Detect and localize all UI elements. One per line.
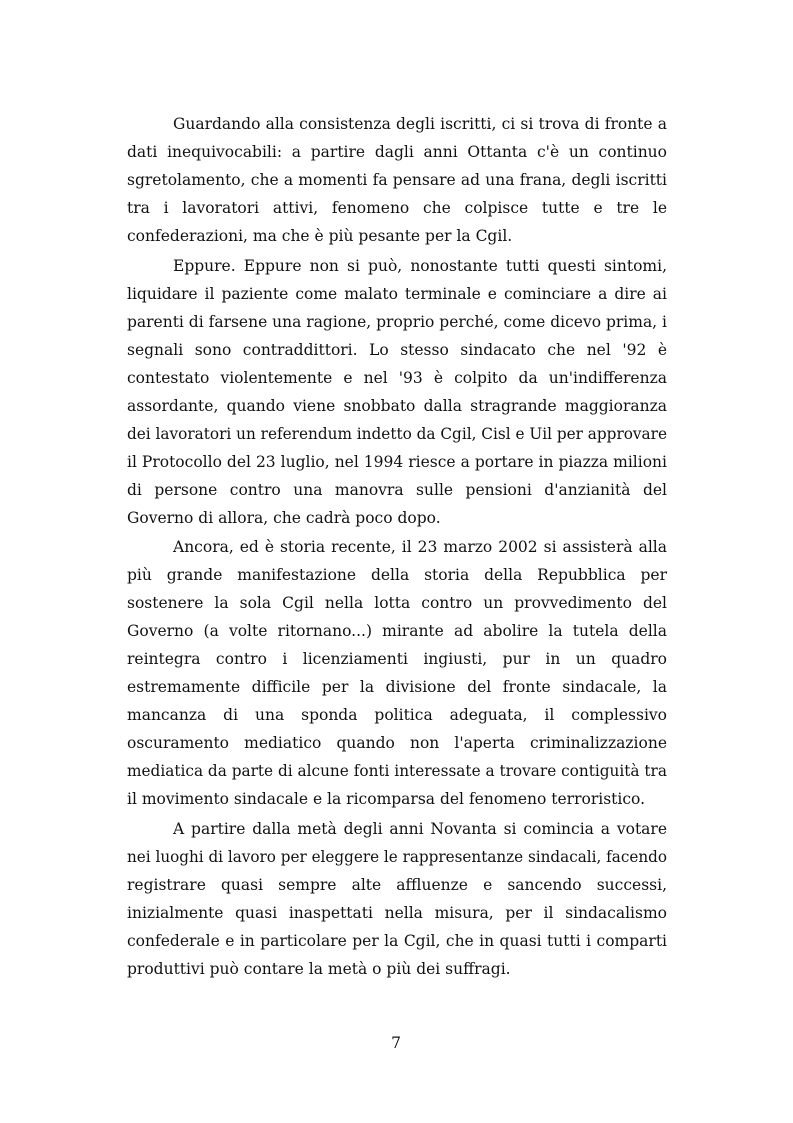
text-line: liquidare il paziente come malato terminale e cominciare a dire ai: [127, 285, 667, 303]
text-line: Governo (a volte ritornano...) mirante ad abolire la tutela della: [127, 622, 667, 640]
text-line: oscuramento mediatico quando non l'aperta criminalizzazione: [127, 734, 667, 752]
text-line: Guardando alla consistenza degli iscritti, ci si trova di fronte a: [173, 115, 667, 133]
text-line: di persone contro una manovra sulle pensioni d'anzianità del: [127, 481, 667, 499]
text-line: dei lavoratori un referendum indetto da Cgil, Cisl e Uil per approvare: [127, 425, 667, 443]
text-line: estremamente difficile per la divisione del fronte sindacale, la: [127, 678, 667, 696]
text-line: sgretolamento, che a momenti fa pensare ad una frana, degli iscritti: [127, 171, 667, 189]
text-line: A partire dalla metà degli anni Novanta si comincia a votare: [173, 820, 667, 838]
text-line: il movimento sindacale e la ricomparsa del fenomeno terroristico.: [127, 790, 646, 808]
text-line: tra i lavoratori attivi, fenomeno che colpisce tutte e tre le: [127, 199, 667, 217]
text-line: inizialmente quasi inaspettati nella misura, per il sindacalismo: [127, 904, 667, 922]
text-line: il Protocollo del 23 luglio, nel 1994 riesce a portare in piazza milioni: [127, 453, 667, 471]
text-line: Governo di allora, che cadrà poco dopo.: [127, 509, 441, 527]
text-line: mediatica da parte di alcune fonti interessate a trovare contiguità tra: [127, 762, 667, 780]
text-line: più grande manifestazione della storia della Repubblica per: [127, 566, 667, 584]
text-line: registrare quasi sempre alte affluenze e sancendo successi,: [127, 876, 667, 894]
text-line: mancanza di una sponda politica adeguata, il complessivo: [127, 706, 667, 724]
text-line: dati inequivocabili: a partire dagli anni Ottanta c'è un continuo: [127, 143, 667, 161]
text-line: produttivi può contare la metà o più dei suffragi.: [127, 960, 511, 978]
text-line: contestato violentemente e nel '93 è colpito da un'indifferenza: [127, 369, 667, 387]
text-line: segnali sono contraddittori. Lo stesso sindacato che nel '92 è: [127, 341, 667, 359]
text-line: nei luoghi di lavoro per eleggere le rappresentanze sindacali, facendo: [127, 848, 667, 866]
page-number: 7: [391, 1034, 401, 1052]
text-line: parenti di farsene una ragione, proprio perché, come dicevo prima, i: [127, 313, 667, 331]
text-line: sostenere la sola Cgil nella lotta contro un provvedimento del: [127, 594, 667, 612]
text-line: assordante, quando viene snobbato dalla stragrande maggioranza: [127, 397, 667, 415]
text-line: Ancora, ed è storia recente, il 23 marzo 2002 si assisterà alla: [173, 538, 667, 556]
text-line: confederazioni, ma che è più pesante per la Cgil.: [127, 227, 513, 245]
text-line: confederale e in particolare per la Cgil, che in quasi tutti i comparti: [127, 932, 667, 950]
text-line: Eppure. Eppure non si può, nonostante tutti questi sintomi,: [173, 257, 667, 275]
text-line: reintegra contro i licenziamenti ingiusti, pur in un quadro: [127, 650, 667, 668]
